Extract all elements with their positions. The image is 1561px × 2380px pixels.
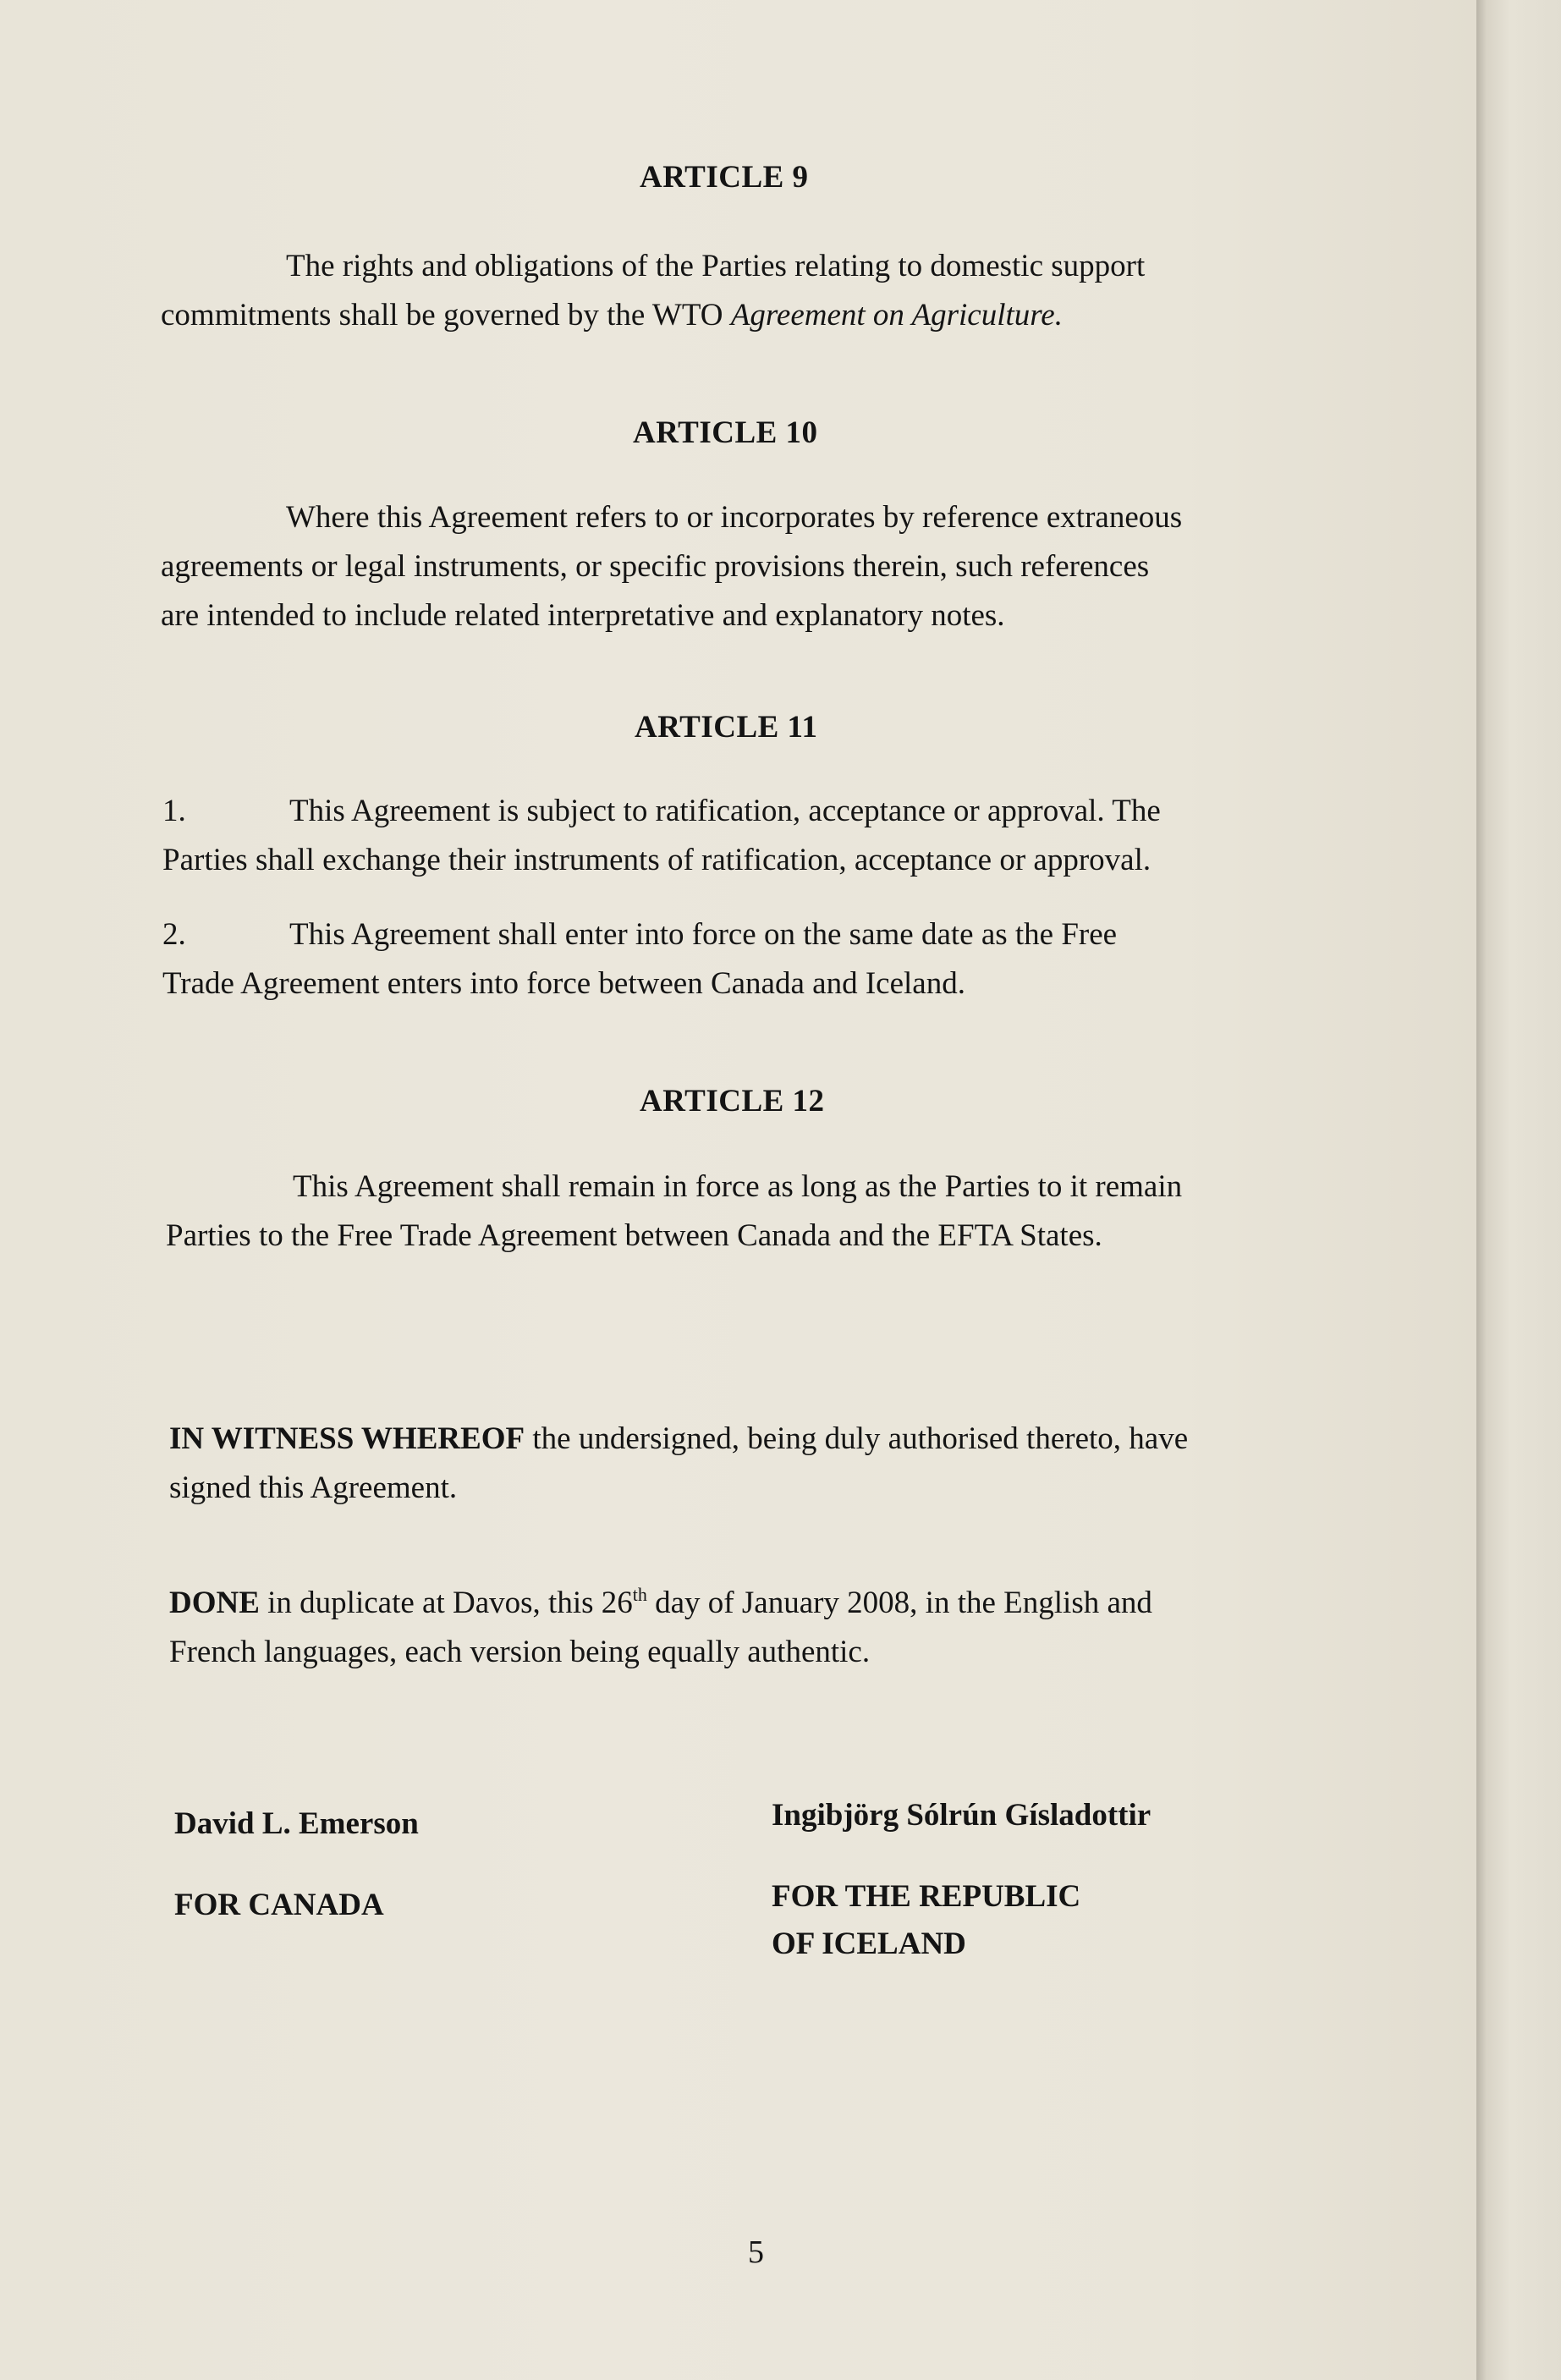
- article-11-para-2: [162, 910, 1117, 1009]
- done-line-1-text: day of January 2008, in the English and: [646, 1586, 1152, 1620]
- witness-clause: [169, 1415, 1188, 1513]
- witness-line-1: [169, 1415, 1188, 1464]
- article-11-heading: ARTICLE 11: [635, 710, 818, 745]
- article-11-para-2-line-1-text: This Agreement shall enter into force on the same date as the Free: [289, 917, 1118, 952]
- signatory-canada-name: David L. Emerson: [174, 1806, 419, 1841]
- done-clause: [169, 1579, 1152, 1677]
- article-12-text: [166, 1163, 1182, 1261]
- witness-label: IN WITNESS WHEREOF: [169, 1421, 525, 1456]
- article-11-para-1-line-2: Parties shall exchange their instruments of ratification, acceptance or approval.: [162, 843, 1152, 877]
- article-9-text: [161, 242, 1145, 340]
- witness-line-1-text: the undersigned, being duly authorised thereto, have: [525, 1421, 1189, 1456]
- article-12-heading: ARTICLE 12: [640, 1084, 825, 1119]
- signatory-iceland-for-line-1: FOR THE REPUBLIC: [772, 1879, 1081, 1914]
- wto-agreement-title: Agreement on Agriculture.: [730, 298, 1063, 333]
- done-line-2: French languages, each version being equally authentic.: [169, 1635, 871, 1669]
- article-9-heading: ARTICLE 9: [640, 160, 809, 195]
- article-12-line-2: Parties to the Free Trade Agreement between Canada and the EFTA States.: [166, 1218, 1102, 1253]
- article-11-para-2-number: 2.: [162, 917, 186, 952]
- ordinal-suffix: th: [632, 1584, 647, 1605]
- signatory-iceland: [772, 1792, 1151, 1968]
- article-10-text: [161, 493, 1182, 640]
- article-9-line-1: The rights and obligations of the Parties relating to domestic support: [286, 249, 1146, 283]
- article-9-line-2: [161, 291, 1145, 340]
- article-10-line-1: Where this Agreement refers to or incorporates by reference extraneous: [286, 500, 1183, 535]
- signatory-iceland-for-line-2: OF ICELAND: [772, 1927, 966, 1961]
- page-number: 5: [748, 2234, 764, 2270]
- article-11-para-1-line-1-text: This Agreement is subject to ratification, acceptance or approval. The: [289, 794, 1161, 828]
- witness-line-2: signed this Agreement.: [169, 1470, 458, 1505]
- done-line-1: [169, 1579, 1152, 1628]
- article-11-para-2-line-2: Trade Agreement enters into force between Canada and Iceland.: [162, 966, 965, 1001]
- article-11-para-1-number: 1.: [162, 794, 186, 828]
- done-date-text: in duplicate at Davos, this 26: [259, 1586, 633, 1620]
- article-9-line-2-text: commitments shall be governed by the WTO: [161, 298, 731, 333]
- signatory-iceland-name: Ingibjörg Sólrún Gísladottir: [772, 1798, 1152, 1833]
- article-10-line-2: agreements or legal instruments, or specific provisions therein, such references: [161, 549, 1150, 584]
- done-label: DONE: [169, 1586, 260, 1620]
- article-11-para-1: [162, 787, 1161, 885]
- article-10-line-3: are intended to include related interpretative and explanatory notes.: [161, 598, 1005, 633]
- signatory-canada: [174, 1800, 419, 1929]
- page-edge: [1476, 0, 1561, 2380]
- article-12-line-1: This Agreement shall remain in force as long as the Parties to it remain: [293, 1169, 1183, 1204]
- article-11-para-2-line-1: [162, 910, 1117, 959]
- signatory-canada-for: FOR CANADA: [174, 1888, 384, 1922]
- article-10-heading: ARTICLE 10: [633, 415, 818, 450]
- article-11-para-1-line-1: [162, 787, 1161, 836]
